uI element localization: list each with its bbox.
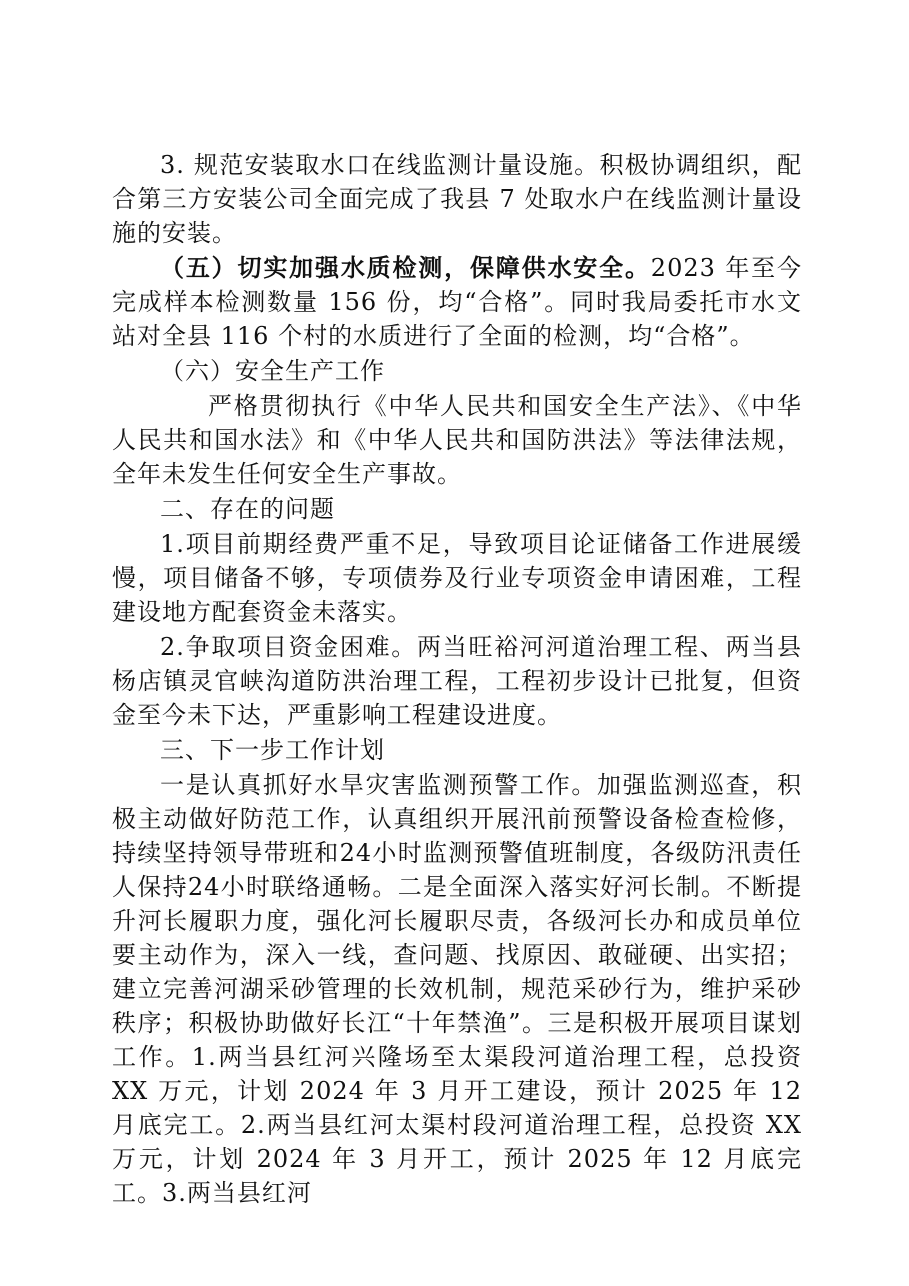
paragraph-problem-two: 2.争取项目资金困难。两当旺裕河河道治理工程、两当县杨店镇灵官峡沟道防洪治理工程，工程初步设计已批复，但资金至今未下达，严重影响工程建设进度。 — [112, 633, 802, 729]
paragraph-water-quality — [112, 251, 802, 353]
section-three-heading: 三、下一步工作计划 — [160, 736, 385, 764]
paragraph-next-steps: 一是认真抓好水旱灾害监测预警工作。加强监测巡查，积极主动做好防范工作，认真组织开展汛前预警设备检查检修，持续坚持领导带班和24小时监测预警值班制度，各级防汛责任人保持24小时联络通畅。二是全面深入落实好河长制。不断提升河长履职力度，强化河长履职尽责，各级河长办和成员单位要主动作为，深入一线，查问题、找原因、敢碰硬、出实招；建立完善河湖采砂管理的长效机制，规范采砂行为，维护采砂秩序；积极协助做好长江“十年禁渔”。三是积极开展项目谋划工作。1.两当县红河兴隆场至太渠段河道治理工程，总投资 XX 万元，计划 2024 年 3 月开工建设，预计 2025 年 12 月底完工。2.两当县红河太渠村段河道治理工程，总投资 XX 万元，计划 2024 年 3 月开工，预计 2025 年 12 月底完工。3.两当县红河 — [112, 771, 802, 1207]
water-quality-body: 2023 年至今完成样本检测数量 156 份，均“合格”。同时我局委托市水文站对全县 116 个村的水质进行了全面的检测，均“合格”。 — [112, 254, 802, 350]
document-body — [112, 148, 802, 1211]
section-five-lead: （五）切实加强水质检测，保障供水安全。 — [160, 253, 651, 282]
paragraph-safety-laws: 严格贯彻执行《中华人民共和国安全生产法》、《中华人民共和国水法》和《中华人民共和国防洪法》等法律法规，全年未发生任何安全生产事故。 — [112, 392, 802, 488]
paragraph-problem-one: 1.项目前期经费严重不足，导致项目论证储备工作进展缓慢，项目储备不够，专项债券及行业专项资金申请困难，工程建设地方配套资金未落实。 — [112, 530, 802, 626]
section-two-heading: 二、存在的问题 — [160, 495, 335, 523]
paragraph-install-monitoring: 3. 规范安装取水口在线监测计量设施。积极协调组织，配合第三方安装公司全面完成了我县 7 处取水户在线监测计量设施的安装。 — [112, 151, 802, 247]
section-six-heading: （六）安全生产工作 — [160, 357, 385, 385]
